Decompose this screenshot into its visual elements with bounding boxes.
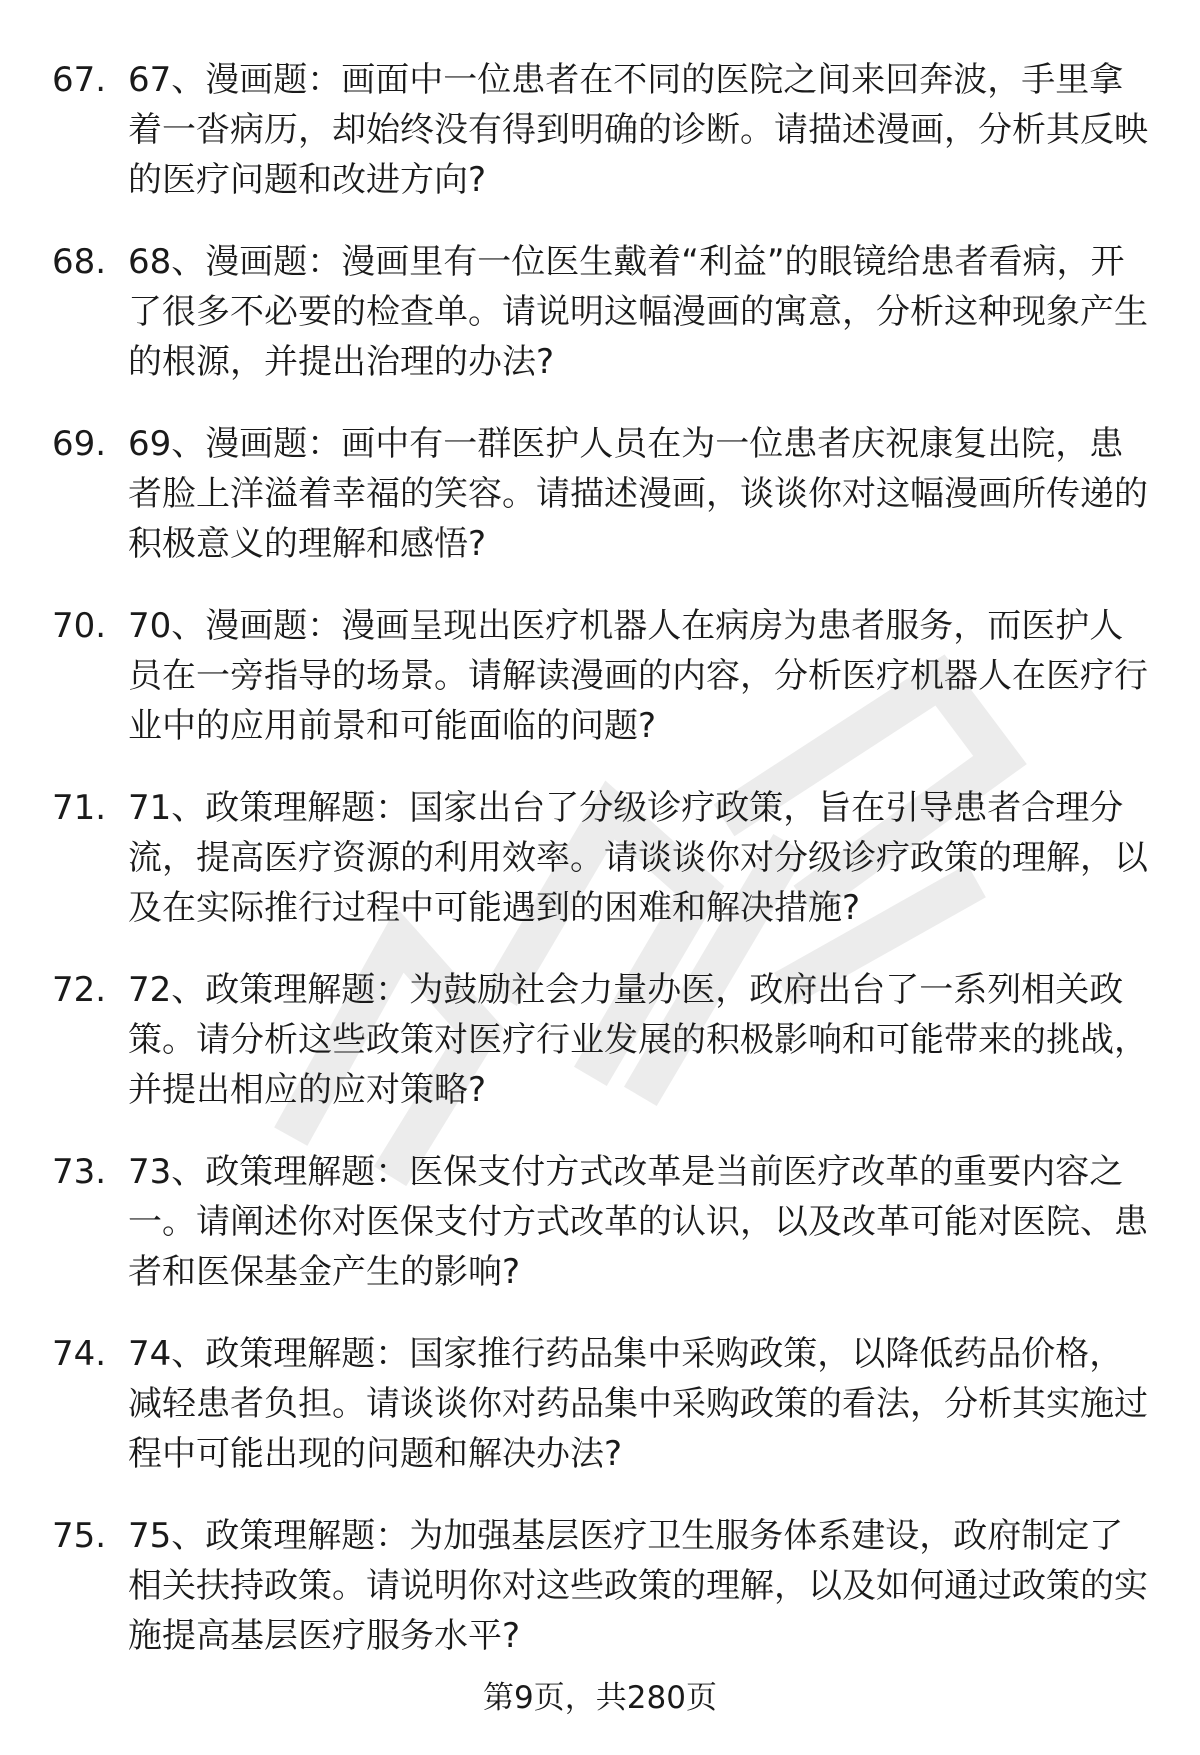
question-number: 72. bbox=[52, 970, 107, 1010]
question-number: 70. bbox=[52, 606, 107, 646]
question-list bbox=[52, 55, 1152, 1661]
question-text: 69、漫画题：画中有一群医护人员在为一位患者庆祝康复出院，患者脸上洋溢着幸福的笑容。请描述漫画，谈谈你对这幅漫画所传递的积极意义的理解和感悟? bbox=[128, 424, 1148, 564]
question-text: 72、政策理解题：为鼓励社会力量办医，政府出台了一系列相关政策。请分析这些政策对医疗行业发展的积极影响和可能带来的挑战，并提出相应的应对策略? bbox=[128, 970, 1148, 1110]
question-number: 71. bbox=[52, 788, 107, 828]
question-number: 69. bbox=[52, 424, 107, 464]
question-item bbox=[52, 1147, 1152, 1297]
page-footer: 第9页，共280页 bbox=[483, 1680, 717, 1716]
question-text: 67、漫画题：画面中一位患者在不同的医院之间来回奔波，手里拿着一沓病历，却始终没有得到明确的诊断。请描述漫画，分析其反映的医疗问题和改进方向? bbox=[128, 60, 1148, 200]
question-item bbox=[52, 55, 1152, 205]
question-text: 73、政策理解题：医保支付方式改革是当前医疗改革的重要内容之一。请阐述你对医保支付方式改革的认识，以及改革可能对医院、患者和医保基金产生的影响? bbox=[128, 1152, 1148, 1292]
question-item bbox=[52, 601, 1152, 751]
question-item bbox=[52, 419, 1152, 569]
question-number: 73. bbox=[52, 1152, 107, 1192]
question-text: 68、漫画题：漫画里有一位医生戴着“利益”的眼镜给患者看病，开了很多不必要的检查单。请说明这幅漫画的寓意，分析这种现象产生的根源，并提出治理的办法? bbox=[128, 242, 1148, 382]
question-text: 70、漫画题：漫画呈现出医疗机器人在病房为患者服务，而医护人员在一旁指导的场景。请解读漫画的内容，分析医疗机器人在医疗行业中的应用前景和可能面临的问题? bbox=[128, 606, 1148, 746]
question-text: 75、政策理解题：为加强基层医疗卫生服务体系建设，政府制定了相关扶持政策。请说明你对这些政策的理解，以及如何通过政策的实施提高基层医疗服务水平? bbox=[128, 1516, 1148, 1656]
question-item bbox=[52, 965, 1152, 1115]
question-text: 71、政策理解题：国家出台了分级诊疗政策，旨在引导患者合理分流，提高医疗资源的利用效率。请谈谈你对分级诊疗政策的理解，以及在实际推行过程中可能遇到的困难和解决措施? bbox=[128, 788, 1148, 928]
question-item bbox=[52, 1329, 1152, 1479]
question-number: 67. bbox=[52, 60, 107, 100]
question-number: 74. bbox=[52, 1334, 107, 1374]
question-item bbox=[52, 783, 1152, 933]
question-number: 68. bbox=[52, 242, 107, 282]
question-number: 75. bbox=[52, 1516, 107, 1556]
question-item bbox=[52, 1511, 1152, 1661]
question-text: 74、政策理解题：国家推行药品集中采购政策，以降低药品价格，减轻患者负担。请谈谈你对药品集中采购政策的看法，分析其实施过程中可能出现的问题和解决办法? bbox=[128, 1334, 1148, 1474]
question-item bbox=[52, 237, 1152, 387]
